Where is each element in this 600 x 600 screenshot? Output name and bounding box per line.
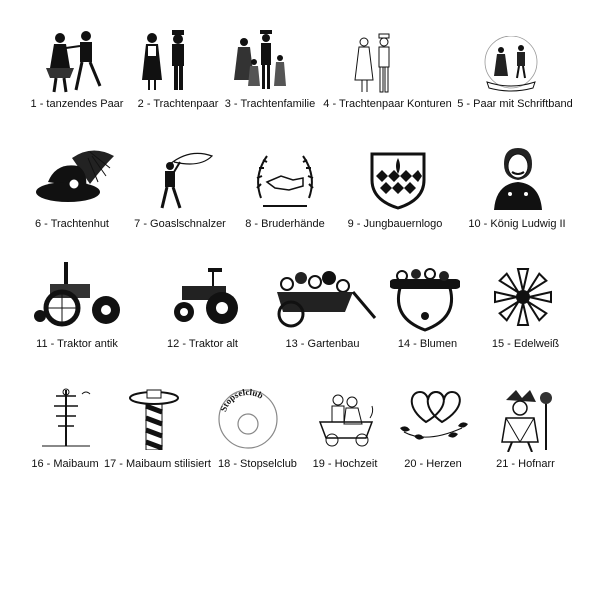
motif-20	[388, 388, 478, 478]
stopsel-ring-icon	[217, 388, 279, 450]
motif-15	[478, 262, 573, 357]
motif-18	[205, 388, 310, 478]
motif-21	[478, 388, 573, 478]
emblem-text: Stopselclub	[218, 388, 266, 413]
motif-16	[20, 388, 110, 478]
motif-label: 15 - Edelweiß	[491, 338, 560, 350]
maypole-stylized-icon	[126, 388, 182, 450]
flower-wreath-icon	[390, 268, 460, 332]
traditional-couple-icon	[136, 28, 196, 92]
motif-17	[100, 388, 215, 478]
motif-label: 5 - Paar mit Schriftband	[457, 98, 573, 110]
wedding-couple-icon	[314, 388, 378, 448]
edelweiss-icon	[490, 266, 556, 328]
motif-1	[22, 28, 132, 118]
motif-label: 8 - Bruderhände	[245, 218, 325, 230]
motif-label: 6 - Trachtenhut	[35, 218, 109, 230]
motif-label: 16 - Maibaum	[31, 458, 99, 470]
motif-label: 7 - Goaslschnalzer	[134, 218, 226, 230]
old-tractor-icon	[168, 266, 244, 328]
traditional-family-icon	[232, 28, 292, 92]
motif-9	[340, 148, 450, 238]
motif-11	[22, 262, 132, 357]
couple-with-banner-icon	[481, 36, 541, 92]
motif-label: 1 - tanzendes Paar	[30, 98, 124, 110]
traditional-hat-icon	[32, 148, 116, 210]
motif-5	[455, 28, 575, 118]
motif-12	[150, 262, 255, 357]
maypole-icon	[38, 388, 94, 448]
motif-14	[380, 262, 475, 357]
antique-tractor-icon	[32, 262, 122, 328]
whip-cracker-icon	[150, 148, 220, 212]
dancing-couple-icon	[32, 28, 112, 94]
motif-6	[22, 148, 122, 238]
motif-label: 3 - Trachtenfamilie	[224, 98, 316, 110]
motif-8	[235, 148, 335, 238]
flower-cart-icon	[273, 268, 377, 328]
motif-label: 18 - Stopselclub	[218, 458, 297, 470]
motif-label: 20 - Herzen	[404, 458, 462, 470]
motif-label: 11 - Traktor antik	[36, 338, 118, 350]
motif-label: 21 - Hofnarr	[496, 458, 555, 470]
motif-7	[130, 148, 230, 238]
motif-label: 12 - Traktor alt	[167, 338, 238, 350]
svg-text:Stopselclub	[218, 388, 265, 413]
couple-outline-icon	[350, 32, 400, 94]
motif-label: 17 - Maibaum stilisiert	[104, 458, 211, 470]
motif-13	[265, 262, 380, 357]
motif-label: 14 - Blumen	[397, 338, 458, 350]
motif-2	[128, 28, 228, 118]
motif-label: 10 - König Ludwig II	[468, 218, 566, 230]
motif-label: 2 - Trachtenpaar	[137, 98, 219, 110]
motif-label: 13 - Gartenbau	[285, 338, 360, 350]
motif-label: 4 - Trachtenpaar Konturen	[323, 98, 452, 110]
king-portrait-icon	[490, 148, 546, 212]
motif-19	[300, 388, 390, 478]
motif-3	[220, 28, 320, 118]
motif-4	[320, 28, 455, 118]
jester-icon	[496, 388, 558, 452]
motif-10	[462, 148, 572, 238]
motif-label: 19 - Hochzeit	[312, 458, 378, 470]
shaking-hands-icon	[253, 148, 317, 212]
hearts-icon	[396, 388, 470, 448]
shield-logo-icon	[370, 150, 426, 210]
motif-label: 9 - Jungbauernlogo	[347, 218, 443, 230]
